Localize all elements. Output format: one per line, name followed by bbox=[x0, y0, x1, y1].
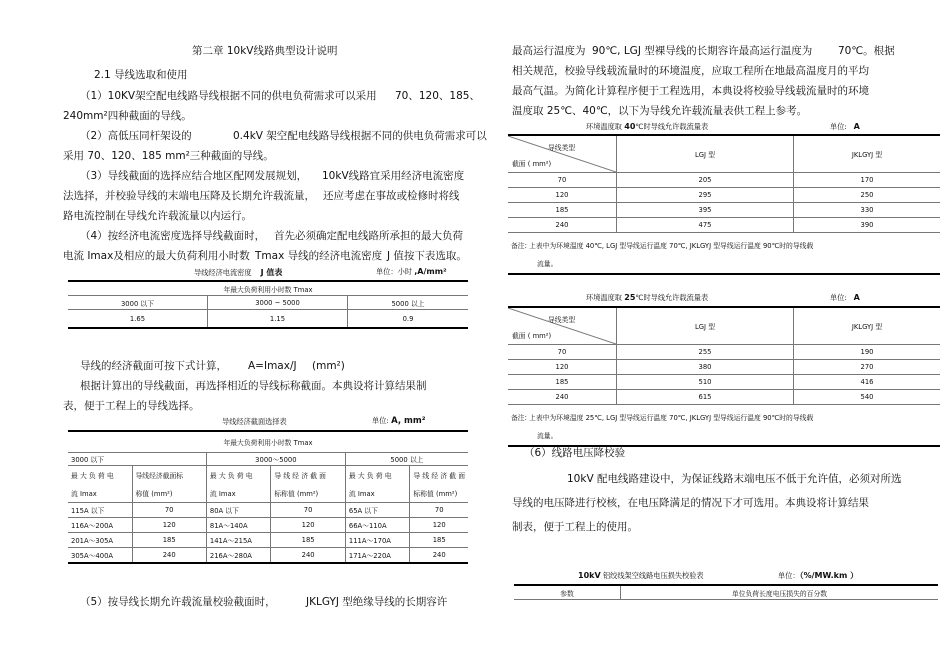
right-para-2: 相关规范，校验导线载流量时的环境温度，应取工程所在地最高温度月的平均 bbox=[512, 65, 869, 77]
table-row-cell: 70 bbox=[557, 176, 567, 184]
paragraph-5a: 根据计算出的导线截面，再选择相近的导线标称截面。本典设将计算结果制 bbox=[80, 380, 427, 392]
paragraph-6b: JKLGYJ 型绝缘导线的长期容许 bbox=[306, 596, 448, 608]
right-para-7c: 制表，便于工程上的使用。 bbox=[512, 521, 638, 533]
paragraph-3c: 法选择，并校验导线的末端电压降及长期允许载流量， bbox=[63, 190, 315, 202]
table-row-cell: 190 bbox=[794, 345, 941, 360]
table-row-cell: 65A 以下 bbox=[345, 503, 410, 518]
table3-40c-ampacity bbox=[508, 136, 940, 275]
table-row-cell: 70 bbox=[557, 348, 567, 356]
table-row-cell: 510 bbox=[617, 375, 794, 390]
paragraph-4c: 电流 Imax及相应的最大负荷利用小时数 bbox=[63, 250, 250, 262]
table1-title: 导线经济电流密度 J 值表 bbox=[194, 268, 283, 277]
table1-col: 3000 ~ 5000 bbox=[208, 296, 348, 310]
table3-title: 环境温度取 40℃时导线允许载流量表 bbox=[586, 122, 709, 131]
paragraph-2c: 采用 70、120、185 mm²三种截面的导线。 bbox=[63, 150, 274, 162]
table-row-cell: 120 bbox=[555, 363, 569, 371]
table-row-cell: 305A～400A bbox=[71, 552, 114, 560]
table-row-cell: 240 bbox=[410, 548, 468, 564]
table-row-cell: 116A～200A bbox=[71, 522, 114, 530]
table2-group: 3000～5000 bbox=[206, 453, 345, 466]
table2-subhead: 标称值 (mm²) bbox=[271, 484, 345, 503]
table2-subhead: 称值 (mm²) bbox=[132, 484, 206, 503]
table-row-cell: 615 bbox=[617, 390, 794, 405]
table-row-cell: 120 bbox=[410, 518, 468, 533]
table4-unit: 单位: A bbox=[830, 293, 860, 302]
table4-col: JKLGYJ 型 bbox=[794, 308, 941, 345]
table4-corner-cell bbox=[508, 308, 617, 345]
section-6-title: （6）线路电压降校验 bbox=[524, 447, 626, 459]
paragraph-6a: （5）按导线长期允许载流量校验截面时， bbox=[80, 596, 276, 608]
table2-subhead: 最 大 负 荷 电 bbox=[345, 466, 410, 485]
table-row-cell: 295 bbox=[617, 188, 794, 203]
paragraph-3e: 路电流控制在导线允许载流量以内运行。 bbox=[63, 210, 252, 222]
table5-col: 参数 bbox=[560, 589, 574, 598]
table2-header: 年最大负荷利用小时数 Tmax bbox=[223, 439, 313, 447]
table4-25c-ampacity bbox=[508, 308, 940, 447]
table-row-cell: 115A 以下 bbox=[71, 507, 105, 515]
table5-col: 单位负荷长度电压损失的百分数 bbox=[621, 586, 939, 600]
table2-subhead: 流 Imax bbox=[71, 490, 97, 498]
table1-header: 年最大负荷利用小时数 Tmax bbox=[223, 285, 313, 294]
table-row-cell: 120 bbox=[555, 191, 569, 199]
table1-col: 5000 以上 bbox=[348, 296, 469, 310]
paragraph-2b: 0.4kV 架空配电线路导线根据不同的供电负荷需求可以 bbox=[233, 130, 487, 142]
table-row-cell: 111A～170A bbox=[345, 533, 410, 548]
table2-subhead: 最 大 负 荷 电 bbox=[206, 466, 271, 485]
table-row-cell: 216A～280A bbox=[206, 548, 271, 564]
right-para-1a: 最高运行温度为 bbox=[512, 45, 586, 57]
right-para-4: 温度取 25℃、40℃，以下为导线允许载流量表供工程上参考。 bbox=[512, 105, 808, 117]
table1-col: 3000 以下 bbox=[120, 299, 155, 308]
table-row-cell: 81A～140A bbox=[206, 518, 271, 533]
right-para-1c: 70℃。根据 bbox=[838, 45, 895, 57]
section-title: 2.1 导线选取和使用 bbox=[94, 69, 188, 81]
table2-subhead: 导 线 经 济 截 面 bbox=[271, 466, 345, 485]
paragraph-4e: J 值按下表选取。 bbox=[387, 250, 467, 262]
paragraph-4a: （4）按经济电流密度选择导线截面时， bbox=[80, 230, 266, 242]
table-row-cell: 390 bbox=[794, 218, 941, 233]
table-row-cell: 185 bbox=[555, 206, 569, 214]
table5-voltage-drop bbox=[514, 586, 938, 600]
table1-cell: 1.65 bbox=[129, 314, 146, 323]
paragraph-1b: 70、120、185、 bbox=[395, 90, 480, 102]
table-row-cell: 240 bbox=[555, 221, 569, 229]
table1-cell: 1.15 bbox=[208, 310, 348, 329]
table2-title: 导线经济截面选择表 bbox=[222, 417, 287, 426]
formula-text: 导线的经济截面可按下式计算， bbox=[80, 360, 227, 372]
table1-unit: 单位：小时 ,A/mm² bbox=[376, 267, 447, 276]
table-row-cell: 380 bbox=[617, 360, 794, 375]
corner-top-label: 导线类型 bbox=[548, 144, 576, 152]
chapter-title: 第二章 10kV线路典型设计说明 bbox=[192, 45, 338, 57]
table-row-cell: 66A～110A bbox=[345, 518, 410, 533]
table-row-cell: 395 bbox=[617, 203, 794, 218]
corner-bottom-label: 截面 ( mm²) bbox=[512, 160, 552, 168]
table3-note: 备注: 上表中为环境温度 40℃, LGJ 型导线运行温度 70℃, JKLGYJ 型导线运行温度 90℃时的导线载 流量。 bbox=[511, 242, 814, 268]
table-row-cell: 185 bbox=[271, 533, 345, 548]
table2-subhead: 最 大 负 荷 电 bbox=[71, 472, 114, 480]
paragraph-3b: 10kV线路宜采用经济电流密度 bbox=[322, 170, 465, 182]
corner-top-label: 导线类型 bbox=[548, 316, 576, 324]
formula: A=Imax/J bbox=[248, 360, 297, 372]
table3-col: JKLGYJ 型 bbox=[794, 136, 941, 173]
table4-title: 环境温度取 25℃时导线允许载流量表 bbox=[586, 293, 709, 302]
table-row-cell: 70 bbox=[271, 503, 345, 518]
table-row-cell: 270 bbox=[794, 360, 941, 375]
table-row-cell: 330 bbox=[794, 203, 941, 218]
table-row-cell: 185 bbox=[410, 533, 468, 548]
table2-unit: 单位: A, mm² bbox=[372, 416, 426, 426]
paragraph-5b: 表，便于工程上的导线选择。 bbox=[63, 400, 200, 412]
table-row-cell: 70 bbox=[132, 503, 206, 518]
table-row-cell: 201A～305A bbox=[71, 537, 114, 545]
table4-col: LGJ 型 bbox=[617, 308, 794, 345]
table-row-cell: 540 bbox=[794, 390, 941, 405]
table-row-cell: 250 bbox=[794, 188, 941, 203]
right-para-7a: 10kV 配电线路建设中，为保证线路末端电压不低于允许值，必须对所选 bbox=[567, 473, 902, 485]
paragraph-1a: （1）10KV架空配电线路导线根据不同的供电负荷需求可以采用 bbox=[80, 90, 377, 102]
corner-bottom-label: 截面 ( mm²) bbox=[512, 332, 552, 340]
table-row-cell: 141A～215A bbox=[206, 533, 271, 548]
table5-title: 10kV 铝绞线架空线路电压损失校验表 bbox=[578, 571, 704, 580]
table2-subhead: 标称值 (mm²) bbox=[410, 484, 468, 503]
table-row-cell: 205 bbox=[617, 173, 794, 188]
table-row-cell: 416 bbox=[794, 375, 941, 390]
table2-economic-section bbox=[68, 430, 468, 564]
table2-group: 3000 以下 bbox=[71, 456, 105, 464]
table-row-cell: 120 bbox=[271, 518, 345, 533]
table-row-cell: 240 bbox=[555, 393, 569, 401]
paragraph-4b: 首先必须确定配电线路所承担的最大负荷 bbox=[274, 230, 463, 242]
paragraph-2a: （2）高低压同杆架设的 bbox=[80, 130, 192, 142]
table2-subhead: 导线经济截面标 bbox=[132, 466, 206, 485]
table-row-cell: 170 bbox=[794, 173, 941, 188]
table-row-cell: 171A～220A bbox=[345, 548, 410, 564]
table-row-cell: 255 bbox=[617, 345, 794, 360]
paragraph-1c: 240mm²四种截面的导线。 bbox=[63, 110, 192, 122]
paragraph-4d: Tmax 导线的经济电流密度 bbox=[255, 250, 383, 262]
table-row-cell: 185 bbox=[132, 533, 206, 548]
table-row-cell: 475 bbox=[617, 218, 794, 233]
table-row-cell: 70 bbox=[410, 503, 468, 518]
table1-cell: 0.9 bbox=[348, 310, 469, 329]
table2-subhead: 导 线 经 济 截 面 bbox=[410, 466, 468, 485]
table2-subhead: 流 Imax bbox=[206, 484, 271, 503]
formula-unit: (mm²) bbox=[312, 360, 345, 372]
table-row-cell: 240 bbox=[271, 548, 345, 564]
table3-unit: 单位: A bbox=[830, 122, 860, 131]
table4-note: 备注: 上表中为环境温度 25℃, LGJ 型导线运行温度 70℃, JKLGYJ 型导线运行温度 90℃时的导线载 流量。 bbox=[511, 414, 814, 440]
table1-economic-current-density bbox=[68, 280, 468, 329]
right-para-7b: 导线的电压降进行校核，在电压降满足的情况下才可选用。本典设将计算结果 bbox=[512, 497, 869, 509]
table3-corner-cell bbox=[508, 136, 617, 173]
table2-group: 5000 以上 bbox=[345, 453, 468, 466]
table-row-cell: 185 bbox=[555, 378, 569, 386]
right-para-3: 最高气温。为简化计算程序便于工程选用，本典设将校验导线载流量时的环境 bbox=[512, 85, 869, 97]
paragraph-3d: 还应考虑在事故或检修时将线 bbox=[323, 190, 460, 202]
table5-unit: 单位：（%/MW.km ） bbox=[778, 571, 859, 580]
right-para-1b: 90℃, LGJ 型裸导线的长期容许最高运行温度为 bbox=[592, 45, 813, 57]
table2-subhead: 流 Imax bbox=[345, 484, 410, 503]
table3-col: LGJ 型 bbox=[617, 136, 794, 173]
paragraph-3a: （3）导线截面的选择应结合地区配网发展规划， bbox=[80, 170, 308, 182]
table-row-cell: 240 bbox=[132, 548, 206, 564]
table-row-cell: 120 bbox=[132, 518, 206, 533]
table-row-cell: 80A 以下 bbox=[206, 503, 271, 518]
